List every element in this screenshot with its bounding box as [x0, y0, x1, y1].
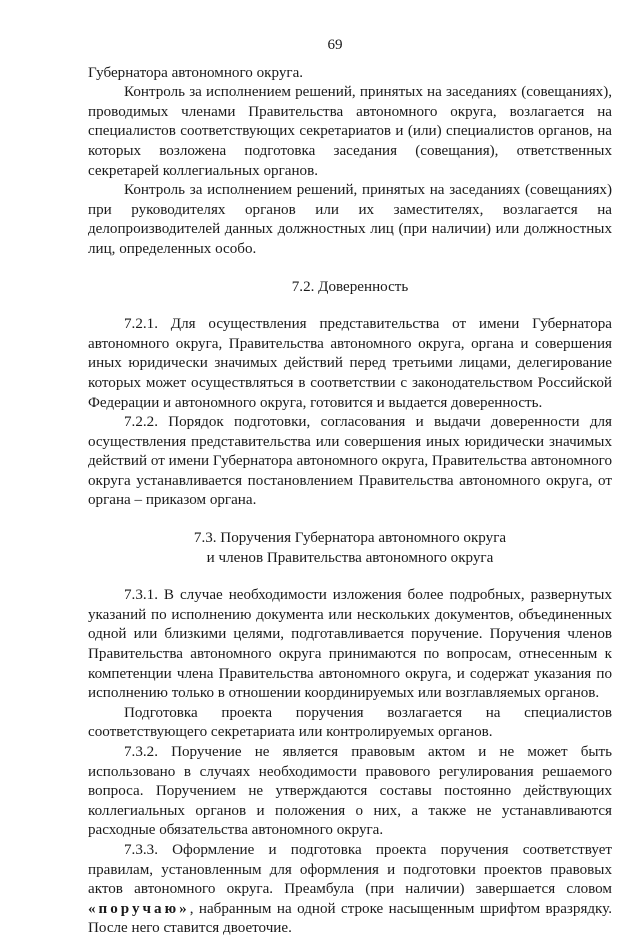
section-heading-7-3-line1: 7.3. Поручения Губернатора автономного округа [193, 530, 507, 547]
section-heading-7-3-line2: и членов Правительства автономного округа [206, 549, 494, 566]
paragraph-7-3-3-text-a: 7.3.3. Оформление и подготовка проекта поручения соответствует правилам, установленным для оформления и подготовки проектов правовых актов автономного округа. Преамбула (при наличии) завершается словом [88, 841, 612, 898]
paragraph-7-2-1: 7.2.1. Для осуществления представительства от имени Губернатора автономного округа, Правительства автономного округа, органа и совершения иных юридически значимых действий перед третьими лицами, делегирование которых может осуществляться в соответствии с законодательством Российской Федерации и автономного округа, готовится и выдается доверенность. [88, 316, 612, 411]
paragraph-7-3-2: 7.3.2. Поручение не является правовым актом и не может быть использовано в случаях необходимости правового регулирования решаемого вопроса. Поручением не утверждаются составы постоянно действующих коллегиальных органов и положения о них, а также не устанавливаются расходные обязательства автономного округа. [88, 744, 612, 839]
paragraph-7-3-3 [88, 841, 612, 939]
paragraph-control-government-members: Контроль за исполнением решений, принятых на заседаниях (совещаниях), проводимых членами Правительства автономного округа, возлагается на специалистов соответствующих секретариатов и (или) специалистов органов, на которых возложена подготовка заседания (совещания), ответственных секретарей коллегиальных органов. [88, 84, 612, 179]
page-number: 69 [327, 37, 343, 53]
paragraph-control-heads: Контроль за исполнением решений, принятых на заседаниях (совещаниях) при руководителях органов или их заместителях, возлагается на делопроизводителей данных должностных лиц (при наличии) или должностных лиц, определенных особо. [88, 182, 612, 257]
keyword-poruchayu: «поручаю» [88, 900, 190, 917]
paragraph-7-3-1-preparation: Подготовка проекта поручения возлагается на специалистов соответствующего секретариата или контролируемых органов. [88, 704, 612, 741]
paragraph-7-2-2: 7.2.2. Порядок подготовки, согласования и выдачи доверенности для осуществления представительства или совершения иных юридически значимых действий от имени Губернатора автономного округа, Правительства автономного округа устанавливается постановлением Правительства автономного округа, от органа – приказом органа. [88, 414, 612, 509]
paragraph-7-3-1: 7.3.1. В случае необходимости изложения более подробных, развернутых указаний по исполнению документа или нескольких документов, объединенных одной или близкими целями, подготавливается поручение. Поручения членов Правительства автономного округа принимаются по вопросам, отнесенным к компетенции члена Правительства автономного округа, и содержат указания по исполнению только в отношении координируемых или возглавляемых органов. [88, 587, 612, 702]
paragraph-7-3-3-text-b: , набранным на одной строке насыщенным шрифтом вразрядку. После него ставится двоеточие. [88, 900, 612, 937]
section-heading-7-3 [88, 529, 612, 568]
paragraph-continuation: Губернатора автономного округа. [88, 64, 304, 81]
section-heading-7-2: 7.2. Доверенность [291, 278, 409, 295]
